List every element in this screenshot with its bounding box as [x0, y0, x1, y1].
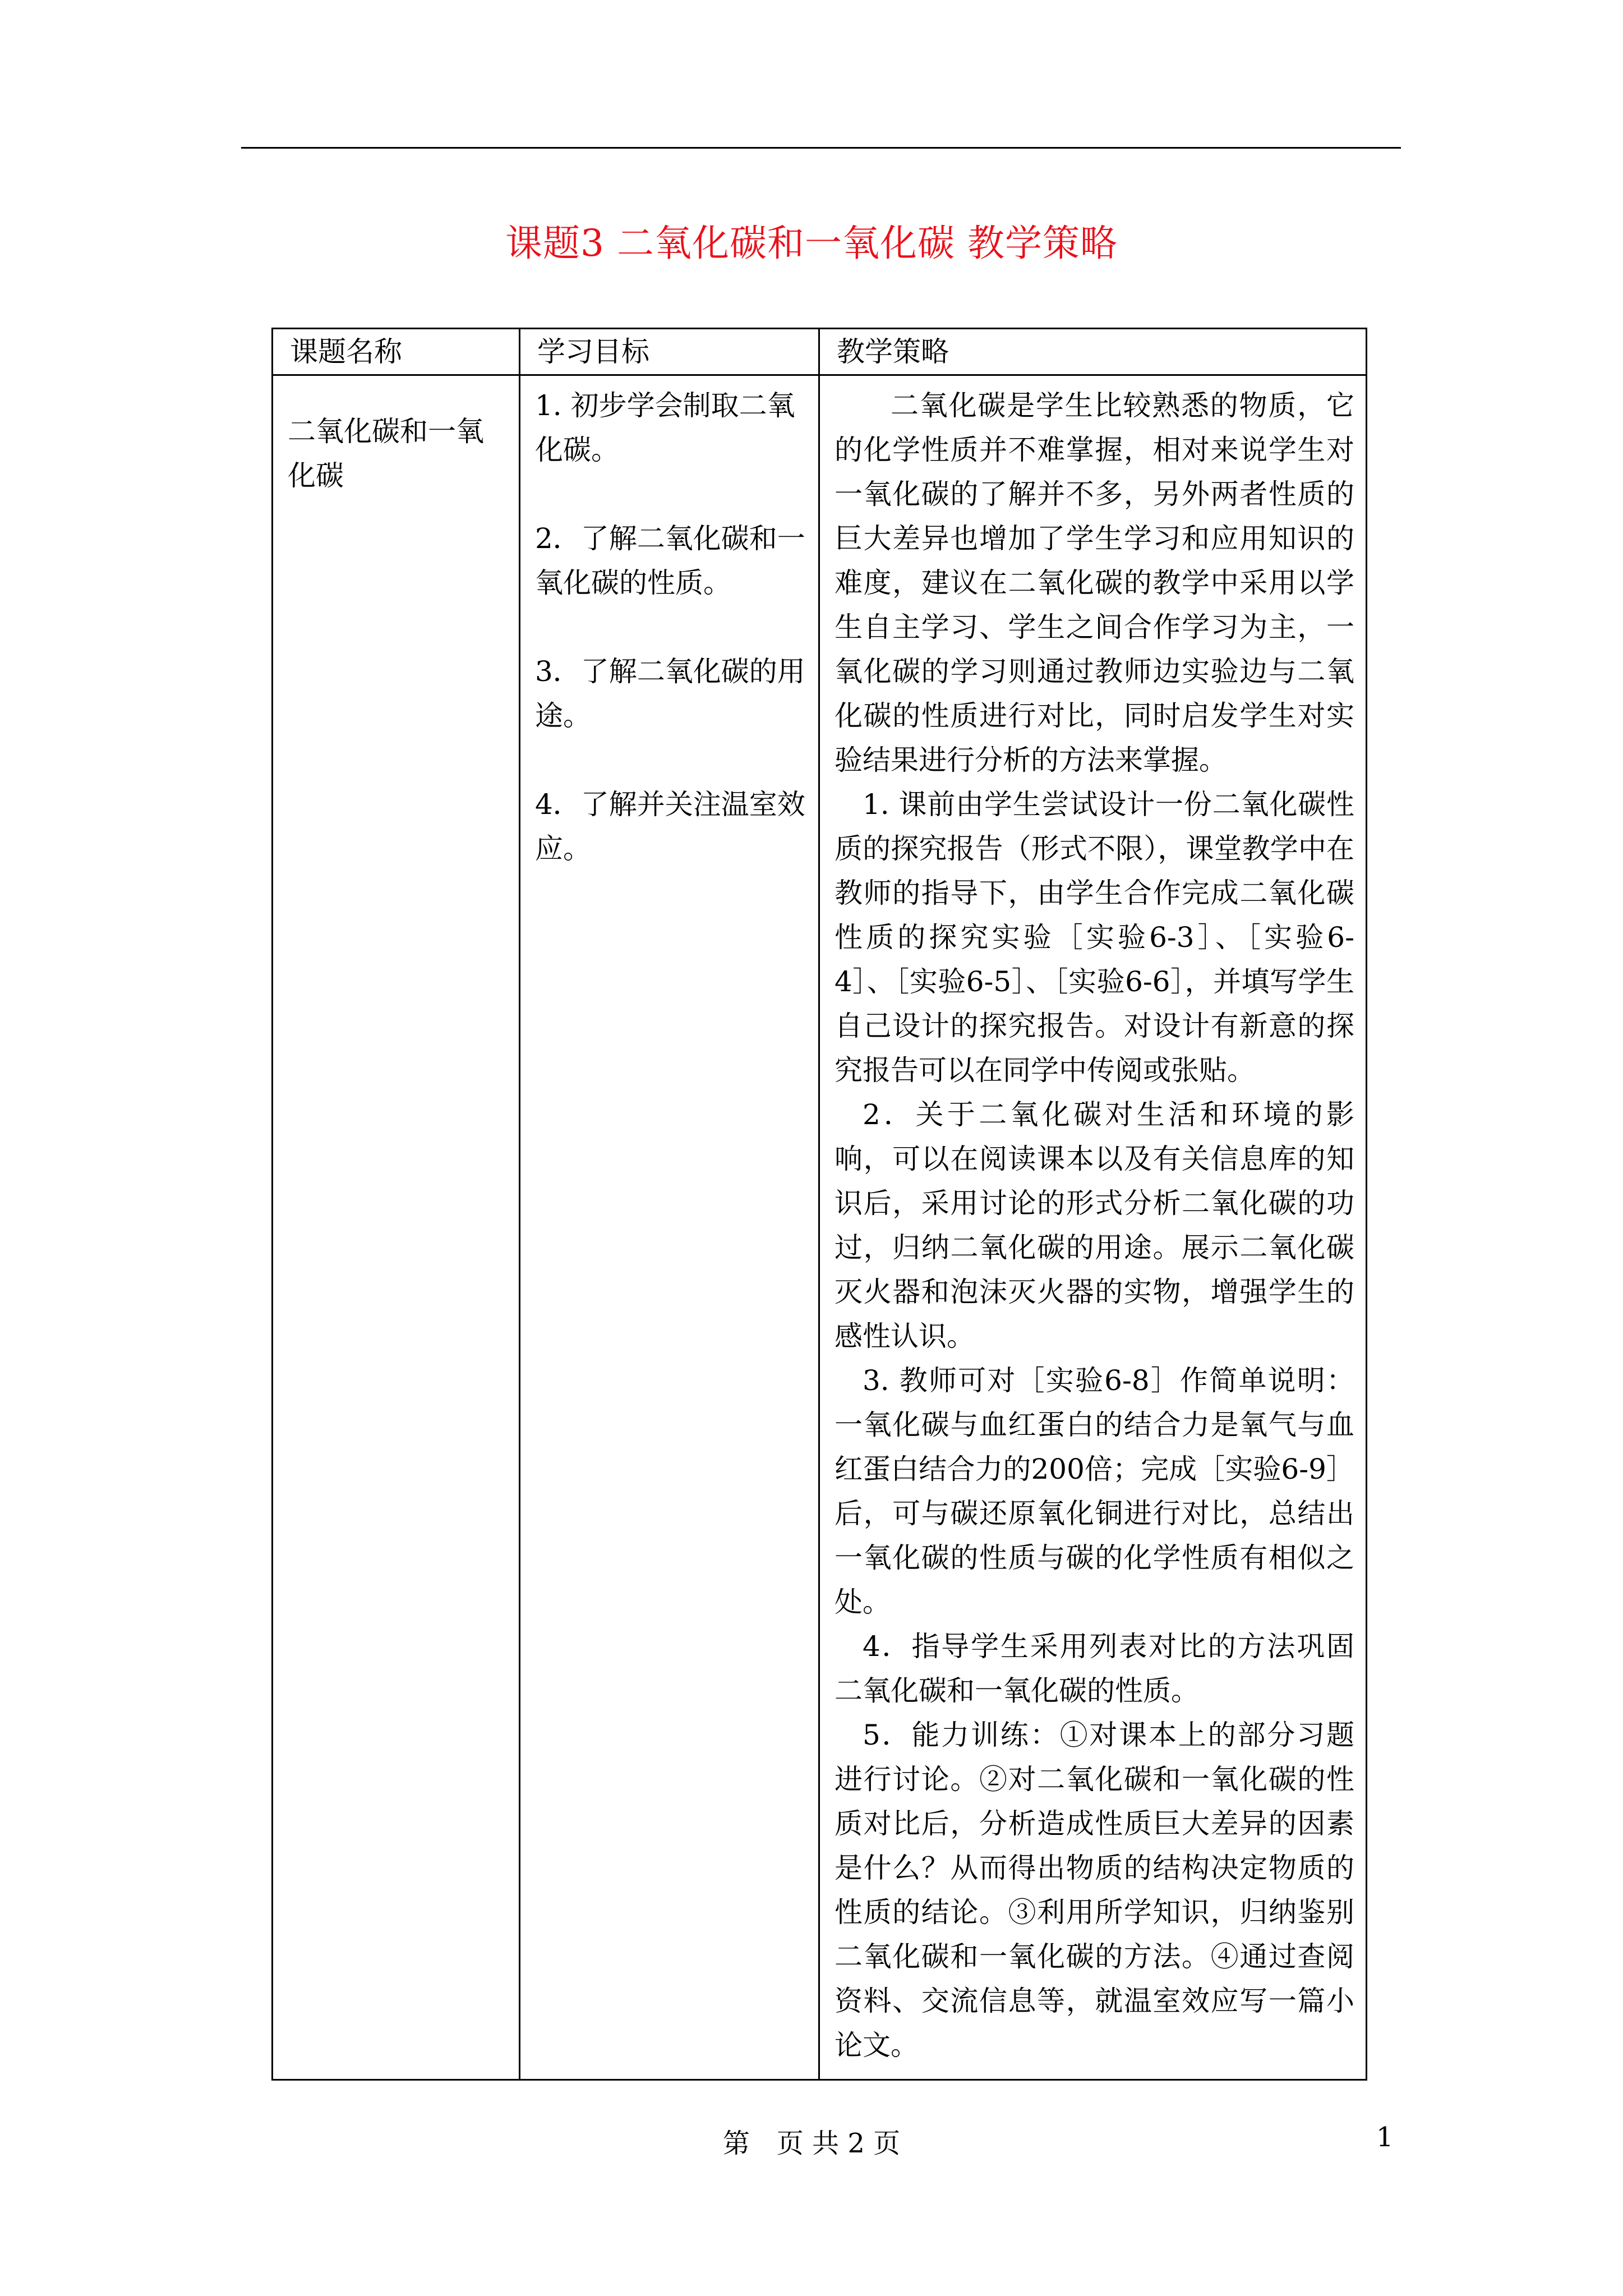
- goal-item: 2．了解二氧化碳和一氧化碳的性质。: [535, 522, 805, 599]
- header-rule: [241, 147, 1401, 149]
- footer-page-number: 1: [1376, 2122, 1394, 2153]
- goal-item: 3．了解二氧化碳的用途。: [535, 655, 805, 732]
- goal-item: 1. 初步学会制取二氧化碳。: [535, 389, 795, 466]
- strategy-cell: [819, 375, 1367, 2080]
- strategy-table: [271, 328, 1367, 2081]
- goals-cell: [520, 375, 819, 2080]
- strategy-item: 3. 教师可对［实验6-8］作简单说明：一氧化碳与血红蛋白的结合力是氧气与血红蛋白结合力的200倍；完成［实验6-9］后，可与碳还原氧化铜进行对比，总结出一氧化碳的性质与碳的化学性质有相似之处。: [834, 1364, 1354, 1618]
- table-row: [273, 375, 1367, 2080]
- goal-item: 4．了解并关注温室效应。: [535, 788, 805, 865]
- table-header-row: [273, 329, 1367, 375]
- page-title: 课题3 二氧化碳和一氧化碳 教学策略: [505, 222, 1118, 265]
- strategy-intro: 二氧化碳是学生比较熟悉的物质，它的化学性质并不难掌握，相对来说学生对一氧化碳的了解并不多，另外两者性质的巨大差异也增加了学生学习和应用知识的难度，建议在二氧化碳的教学中采用以学生自主学习、学生之间合作学习为主，一氧化碳的学习则通过教师边实验边与二氧化碳的性质进行对比，同时启发学生对实验结果进行分析的方法来掌握。: [834, 389, 1354, 776]
- topic-name: 二氧化碳和一氧化碳: [288, 415, 484, 492]
- header-teaching-strategy: 教学策略: [819, 329, 1367, 375]
- strategy-item: 4．指导学生采用列表对比的方法巩固二氧化碳和一氧化碳的性质。: [834, 1630, 1354, 1707]
- strategy-item: 2．关于二氧化碳对生活和环境的影响，可以在阅读课本以及有关信息库的知识后，采用讨论的形式分析二氧化碳的功过，归纳二氧化碳的用途。展示二氧化碳灭火器和泡沫灭火器的实物，增强学生的感性认识。: [834, 1098, 1354, 1352]
- strategy-item: 1. 课前由学生尝试设计一份二氧化碳性质的探究报告（形式不限），课堂教学中在教师的指导下，由学生合作完成二氧化碳性质的探究实验［实验6-3］、［实验6-4］、［实验6-5］、［实验6-6］，并填写学生自己设计的探究报告。对设计有新意的探究报告可以在同学中传阅或张贴。: [834, 788, 1354, 1087]
- footer-page-info: 第 页 共 2 页: [722, 2128, 901, 2159]
- strategy-item: 5．能力训练：①对课本上的部分习题进行讨论。②对二氧化碳和一氧化碳的性质对比后，分析造成性质巨大差异的因素是什么？从而得出物质的结构决定物质的性质的结论。③利用所学知识，归纳鉴别二氧化碳和一氧化碳的方法。④通过查阅资料、交流信息等，就温室效应写一篇小论文。: [834, 1719, 1354, 2062]
- header-learning-goals: 学习目标: [520, 329, 819, 375]
- topic-name-cell: [273, 375, 520, 2080]
- header-topic-name: 课题名称: [273, 329, 520, 375]
